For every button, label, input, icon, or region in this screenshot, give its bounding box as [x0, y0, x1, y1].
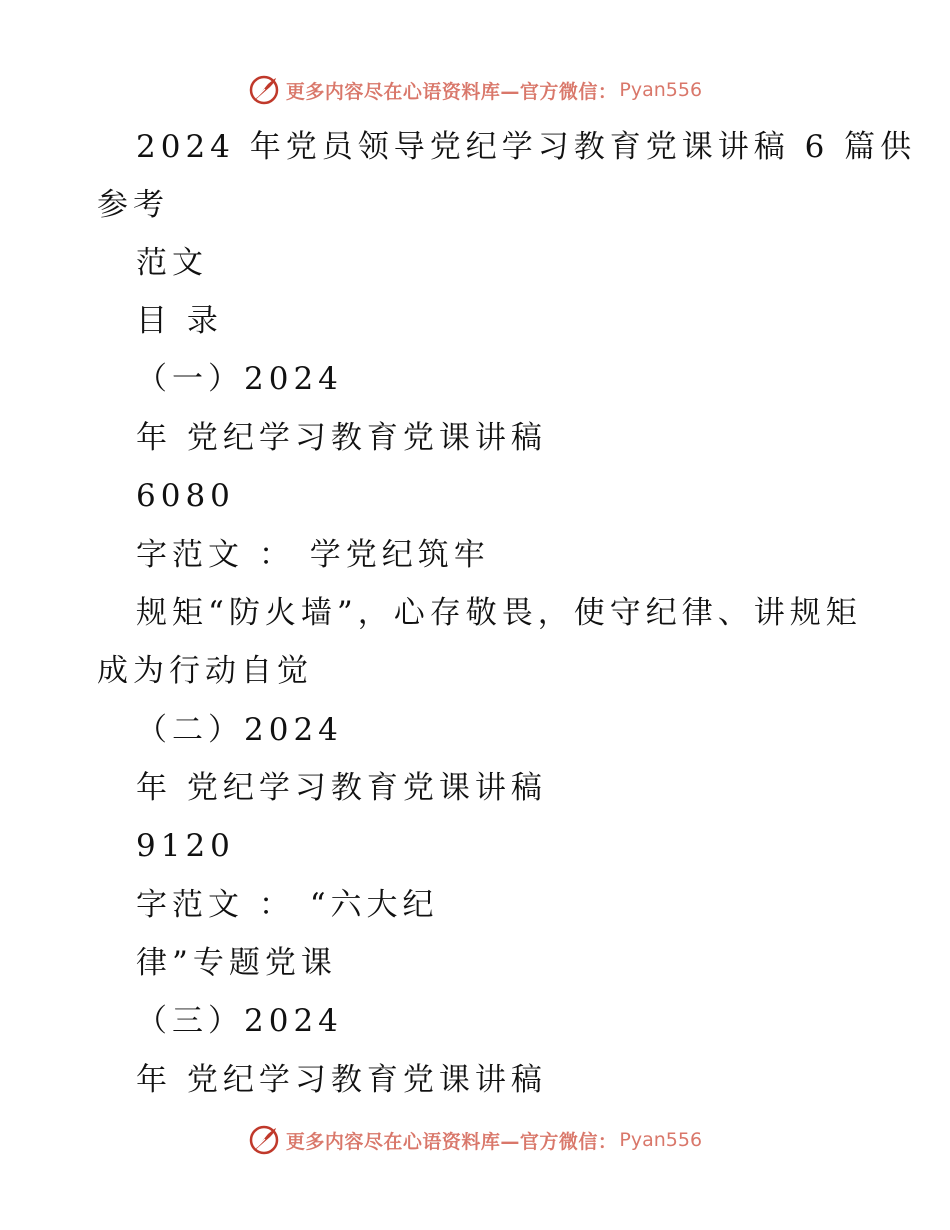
text-line: 范文 [136, 245, 208, 281]
document-title-line: 参考 [97, 187, 169, 223]
toc-entry-line: 律”专题党课 [136, 945, 337, 981]
document-title-line: 2024 年党员领导党纪学习教育党课讲稿 6 篇供 [136, 129, 917, 165]
toc-entry-line: （三）2024 [136, 1003, 343, 1039]
toc-entry-line: （一）2024 [136, 361, 343, 397]
watermark-text: 更多内容尽在心语资料库—官方微信： [285, 1130, 618, 1153]
toc-entry-line: （二）2024 [136, 712, 343, 748]
toc-entry-line: 年 党纪学习教育党课讲稿 [136, 1062, 547, 1098]
watermark-wechat-id: Pyan556 [619, 1129, 703, 1151]
toc-entry-line: 字范文 ： 学党纪筑牢 [136, 537, 490, 573]
watermark-text: 更多内容尽在心语资料库—官方微信： [285, 80, 618, 103]
toc-heading: 目 录 [136, 303, 223, 339]
toc-entry-line: 年 党纪学习教育党课讲稿 [136, 420, 547, 456]
toc-entry-line: 9120 [136, 828, 235, 864]
toc-entry-line: 字范文 ： “六大纪 [136, 887, 439, 923]
watermark-footer [0, 1120, 950, 1160]
toc-entry-line: 年 党纪学习教育党课讲稿 [136, 770, 547, 806]
watermark-header [0, 70, 950, 110]
toc-entry-line: 6080 [136, 478, 235, 514]
quill-logo-icon [248, 1124, 280, 1156]
watermark-wechat-id: Pyan556 [619, 79, 703, 101]
quill-logo-icon [248, 74, 280, 106]
toc-entry-line: 规矩“防火墙”，心存敬畏，使守纪律、讲规矩 [136, 595, 862, 631]
toc-entry-line: 成为行动自觉 [97, 653, 313, 689]
